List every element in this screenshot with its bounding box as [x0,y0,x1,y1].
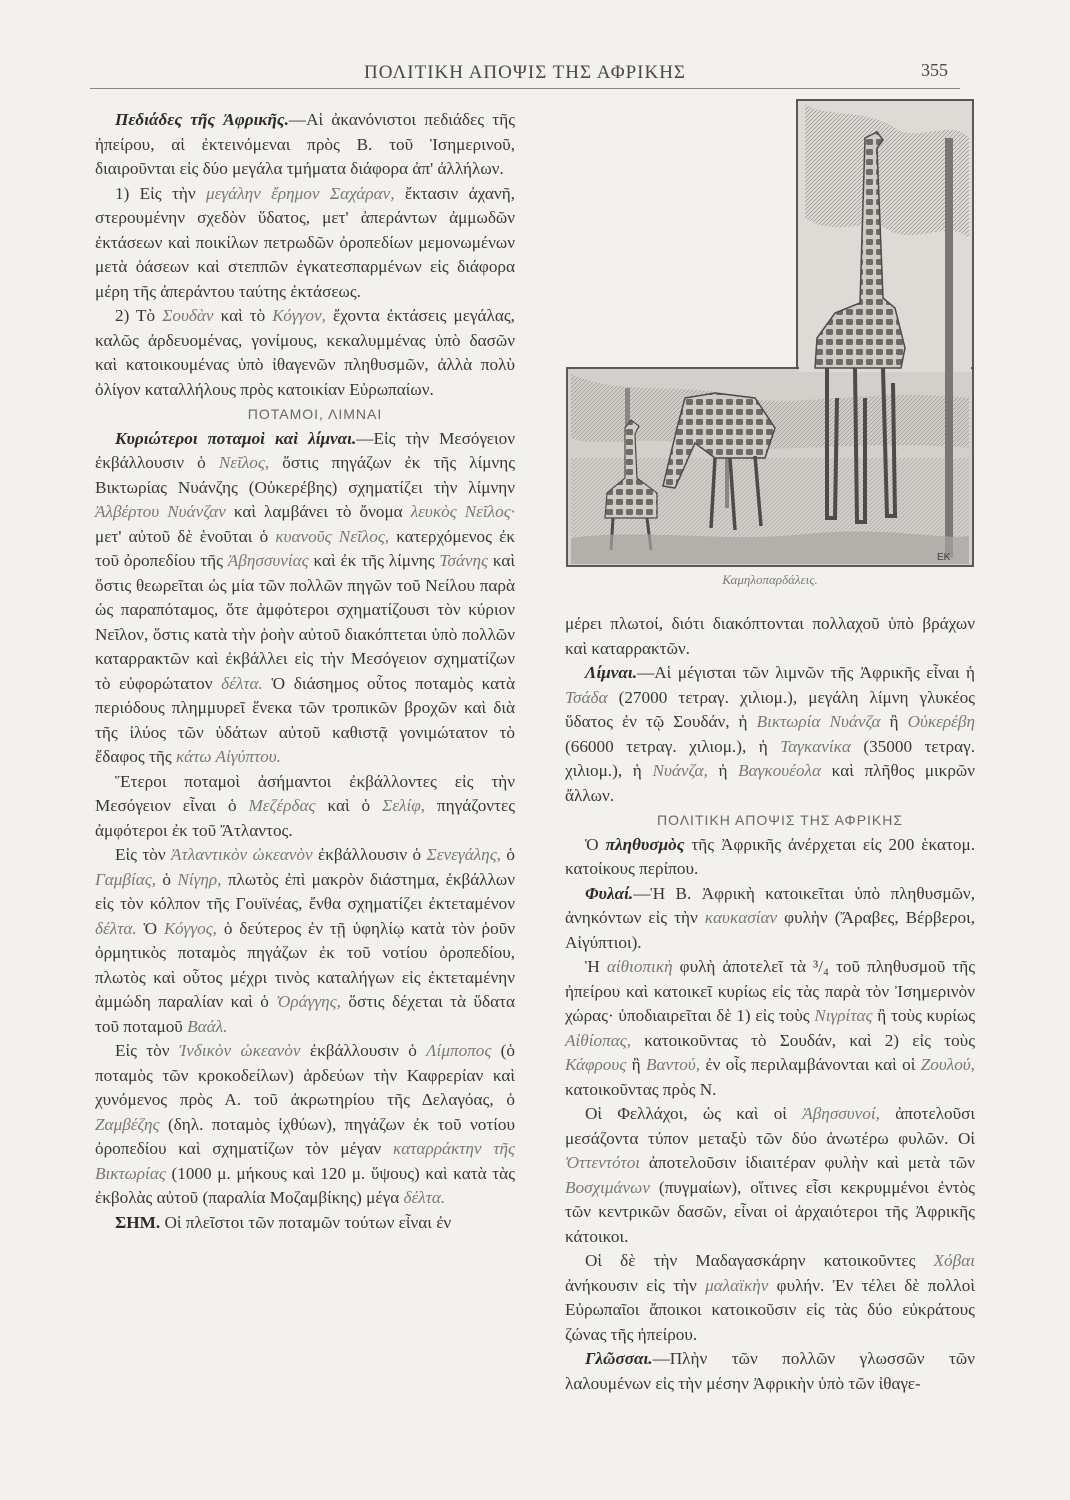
text-italic: Μεζέρδας [248,796,316,815]
section-heading-political: ΠΟΛΙΤΙΚΗ ΑΠΟΨΙΣ ΤΗΣ ΑΦΡΙΚΗΣ [656,812,904,828]
paragraph-indian-rivers [95,1039,515,1211]
text-italic: Ταγκανίκα [780,736,851,756]
text: ὁ [156,869,178,889]
text: μετ' αὐτοῦ δὲ ἑνοῦται ὁ [95,526,276,546]
text-italic: δέλτα. [221,673,263,693]
svg-text:EK: EK [937,552,951,563]
text: κατερχόμενος ἐκ τοῦ ὀροπεδίου τῆς [95,526,515,570]
text: (66000 τετραγ. χιλιομ.), ἡ [565,736,781,756]
text: ἐκβάλλουσιν ὁ [312,845,427,864]
text-italic: Σενεγάλης, [426,845,501,864]
text-italic: Ἀβησσυνίας [227,551,309,570]
text-italic: Λίμποπος [426,1041,492,1060]
paragraph-lakes [565,661,975,808]
text: Ὁ διάσημος οὗτος ποταμὸς κατὰ περιόδους πλημμυρεῖ ἕνεκα τῶν τροπικῶν βροχῶν καὶ διὰ τῆς ἰλύος τῶν ὑδάτων αὐτοῦ καθιστᾷ γονιμώτατον τὸ ἔδαφος τῆς [95,673,515,766]
text-italic: Σουδὰν [162,306,214,325]
text-italic: καταρράκτην τῆς Βικτωρίας [95,1139,515,1183]
text-italic: Ἀβησσυνοί, [802,1104,880,1123]
text-italic: Τσάδα [565,687,608,707]
text-italic: δέλτα. [95,918,137,938]
text: φυλήν. Ἐν τέλει δὲ πολλοὶ Εὐρωπαῖοι ἄποικοι κατοικοῦσιν εἰς τὰς δύο εὐκράτους ζώνας τῆς ἠπείρου. [565,1275,975,1344]
text-italic: Κόγγον, [272,306,326,325]
text: ἀνήκουσιν εἰς τὴν [565,1275,706,1295]
text: ἀποτελοῦσιν ἰδιαιτέραν φυλὴν καὶ μετὰ τῶν [640,1153,975,1172]
text: (27000 τετραγ. χιλιομ.), μεγάλη λίμνη γλυκέος ὕδατος ἐν τῷ Σουδάν, ἡ [565,687,975,731]
text: Ἡ [585,957,607,976]
text-italic: αἰθιοπικὴ [606,957,673,976]
paragraph-rivers [95,427,515,770]
text: ὁ [500,845,515,864]
text-italic: Κόγγος, [163,918,217,938]
text-italic: Τσάνης [439,551,488,570]
heading-languages: Γλῶσσαι. [585,1349,653,1368]
giraffe-figure [565,98,975,598]
text: καὶ λαμβάνει τὸ ὄνομα [225,502,411,521]
text: ἡ [707,761,739,780]
text-italic: Οὐκερέβη [907,712,975,731]
giraffes-illustration [565,98,975,570]
left-column [95,108,515,1235]
text: ἢ [880,712,908,731]
text-italic: λευκὸς Νεῖλος· [410,502,515,521]
text-italic: μαλαϊκὴν [705,1275,769,1295]
heading-rivers: Κυριώτεροι ποταμοὶ καὶ λίμναι. [115,428,357,448]
text: τῆς Ἀφρικῆς ἀνέρχεται εἰς 200 ἑκατομ. κατοίκους περίπου. [565,834,975,878]
text: φυλὴ ἀποτελεῖ τὰ ³/₄ τοῦ πληθυσμοῦ τῆς ἠπείρου καὶ κατοικεῖ κυρίως εἰς τὰς παρὰ τὸν Ἰσημερινὸν χώρας· ὑποδιαιρεῖται δὲ 1) εἰς τοὺς [565,957,975,1025]
text: —Εἰς τὴν Μεσόγειον ἐκβάλλουσιν ὁ [95,428,515,472]
text-italic: Βαγκουέολα [738,761,821,780]
paragraph-sudan-congo [95,304,515,402]
text: 2) Τὸ [115,306,163,325]
text: (δηλ. ποταμὸς ἰχθύων), πηγάζων ἐκ τοῦ νοτίου ὀροπεδίου καὶ σχηματίζων τὸν μέγαν [95,1114,515,1158]
text-italic: Γαμβίας, [95,869,157,889]
text-italic: Νιγρίτας [814,1006,873,1025]
text-italic: Ὀττεντότοι [565,1153,641,1172]
text: 1) Εἰς τὴν [115,183,206,203]
text-italic: Νυάνζα, [652,761,708,780]
text-italic: Ἀτλαντικὸν ὠκεανὸν [171,845,313,864]
heading-lakes: Λίμναι. [585,663,638,682]
paragraph-plains [95,108,515,182]
text-italic: Βαντού, [645,1055,701,1074]
text: πηγάζοντες ἀμφότεροι ἐκ τοῦ Ἄτλαντος. [95,796,516,840]
text-italic: δέλτα. [403,1188,446,1207]
paragraph-note [95,1211,515,1236]
text: Οἱ δὲ τὴν Μαδαγασκάρην κατοικοῦντες [585,1251,934,1270]
note-label: ΣΗΜ. [115,1212,161,1232]
text: Εἰς τὸν [115,1041,179,1060]
text: Ὁ [136,918,164,938]
text: Οἱ Φελλάχοι, ὡς καὶ οἱ [585,1104,803,1123]
text-italic: Κάφρους [565,1055,627,1074]
paragraph-population [565,833,975,882]
text-bold-italic: πληθυσμὸς [605,834,685,854]
text: ὅστις πηγάζων ἐκ τῆς λίμνης Βικτωρίας Νυάνζης (Οὐκερέβης) σχηματίζει τὴν λίμνην [95,453,515,497]
text: κατοικοῦντας πρὸς Ν. [565,1079,717,1099]
text: (πυγμαίων), οἵτινες εἶσι κεκρυμμένοι ἐντὸς τῶν κεντρικῶν δασῶν, εἶναι οἱ ἀρχαιότεροι τῆς Ἀφρικῆς κάτοικοι. [565,1177,975,1246]
paragraph-tribes [565,882,975,956]
text-italic: Βαάλ. [187,1016,228,1036]
text: κατοικοῦντας τὸ Σουδάν, καὶ 2) εἰς τοὺς [631,1030,975,1050]
text: —Πλὴν τῶν πολλῶν γλωσσῶν τῶν λαλουμένων εἰς τὴν μέσην Ἀφρικὴν ὑπὸ τῶν ἰθαγε- [565,1349,975,1393]
text: (ὁ ποταμὸς τῶν κροκοδείλων) ἀρδεύων τὴν Καφρερίαν καὶ χυνόμενος πρὸς Α. τοῦ ἀκρωτηρίου τῆς Δελαγόας, ὁ [95,1041,515,1109]
text: πλωτὸς ἐπὶ μακρὸν διάστημα, ἐκβάλλων εἰς τὸν κόλπον τῆς Γουϊνέας, ἔνθα σχηματίζει ἐκτεταμένον [95,869,516,913]
text: καὶ ἐκ τῆς λίμνης [308,551,440,570]
page-number: 355 [921,60,948,80]
heading-plains: Πεδιάδες τῆς Ἀφρικῆς. [115,110,289,129]
right-column [565,612,975,1396]
paragraph-atlantic-rivers [95,843,515,1039]
paragraph-languages [565,1347,975,1396]
text: ἔχοντα ἐκτάσεις μεγάλας, καλῶς ἀρδευομένας, γονίμους, κεκαλυμμένας ὑπὸ δασῶν καὶ κατοικουμένας ὑπὸ ἰθαγενῶν πληθυσμῶν, ἀλλὰ πολὺ ὀλίγον καταλλήλους πρὸς κατοικίαν Εὐρωπαίων. [95,306,515,399]
text-italic: Ἰνδικὸν ὠκεανὸν [178,1041,301,1060]
heading-tribes: Φυλαί. [585,883,634,903]
text: —Ἡ Β. Ἀφρικὴ κατοικεῖται ὑπὸ πληθυσμῶν, ἀνηκόντων εἰς τὴν [565,883,975,927]
text-italic: Νίγηρ, [177,869,222,889]
text: Οἱ πλεῖστοι τῶν ποταμῶν τούτων εἶναι ἐν [160,1212,452,1232]
text-italic: Ζουλού, [920,1055,975,1074]
text-italic: Ὀράγγης, [276,992,341,1011]
text-italic: κάτω Αἰγύπτου. [175,747,281,766]
paragraph-continuation: μέρει πλωτοί, διότι διακόπτονται πολλαχοῦ ὑπὸ βράχων καὶ καταρρακτῶν. [565,614,975,658]
text-italic: κυανοῦς Νεῖλος, [275,526,390,546]
text-italic: Αἰθίοπας, [565,1030,631,1050]
figure-caption: Καμηλοπαρδάλεις. [722,572,818,587]
running-header [90,58,960,89]
text: Ἕτεροι ποταμοὶ ἀσήμαντοι ἐκβάλλοντες εἰς τὴν Μεσόγειον εἶναι ὁ [95,771,515,815]
paragraph-sahara [95,182,515,305]
text: Εἰς τὸν [115,845,172,864]
paragraph-mediterranean-rivers [95,770,515,844]
text-italic: Νεῖλος, [218,453,270,472]
text: ὁ δεύτερος ἐν τῇ ὑφηλίῳ κατὰ τὸν ῥοῦν ὁρμητικὸς ποταμὸς πηγάζων ἐκ τοῦ νοτίου ὀροπεδίου, πλωτὸς καὶ οὗτος μέχρι τινὸς καταλήγων εἰς ἐκτεταμένην ἀμμώδη παραλίαν καὶ ὁ [95,918,515,1011]
text: ἀποτελοῦσι μεσάζοντα τύπον μεταξὺ τῶν δύο ἀνωτέρω φυλῶν. Οἱ [565,1104,975,1148]
text: —Αἱ μέγισται τῶν λιμνῶν τῆς Ἀφρικῆς εἶναι ἡ [637,663,975,682]
paragraph-fellahs [565,1102,975,1249]
text: ἐκβάλλουσιν ὁ [300,1041,427,1060]
text: Ὁ [585,834,606,854]
text: (1000 μ. μήκους καὶ 120 μ. ὕψους) καὶ κατὰ τὰς ἐκβολὰς αὐτοῦ (παραλία Μοζαμβίκης) μέγα [95,1163,515,1207]
paragraph-madagascar [565,1249,975,1347]
text-italic: Βικτωρία Νυάνζα [756,712,881,731]
text-italic: μεγάλην ἔρημον Σαχάραν, [205,183,395,203]
text: (35000 τετραγ. χιλιομ.), ἡ [565,736,975,780]
section-heading-rivers-lakes: ΠΟΤΑΜΟΙ, ΛΙΜΝΑΙ [247,406,383,422]
running-title: ΠΟΛΙΤΙΚΗ ΑΠΟΨΙΣ ΤΗΣ ΑΦΡΙΚΗΣ [363,62,686,83]
text-italic: Βοσχιμάνων [565,1177,650,1197]
text: καὶ πλῆθος μικρῶν ἄλλων. [565,761,975,805]
paragraph-ethiopic [565,955,975,1102]
text: καὶ τὸ [213,306,273,325]
text: ἢ [626,1055,646,1074]
text-italic: καυκασίαν [704,908,778,927]
text-italic: Σελίφ, [382,796,426,815]
text: καὶ ὁ [315,796,383,815]
text: καὶ ὅστις θεωρεῖται ὡς μία τῶν πολλῶν πηγῶν τοῦ Νείλου παρὰ ὡς παραπόταμος, ὅτε ἀμφότεροι σχηματίζουσι τὸν κύριον Νεῖλον, ὅστις κατὰ τὴν ῥοὴν αὐτοῦ διακόπτεται ὑπὸ πολλῶν καταρρακτῶν καὶ ἐκβάλλει εἰς τὴν Μεσόγειον σχηματίζων τὸ εὐφορώτατον [95,551,515,693]
text: φυλὴν (Ἄραβες, Βέρβεροι, Αἰγύπτιοι). [565,908,975,952]
text-italic: Ζαμβέζης [95,1114,160,1134]
text: ἔκτασιν ἀχανῆ, στερουμένην σχεδὸν ὕδατος, μετ' ἀπεράντων ἀμμωδῶν ἐκτάσεων καὶ ποικίλων πετρωδῶν ὀροπεδίων μεμονωμένων μετὰ ὀάσεων καὶ στεππῶν ἐγκατεσπαρμένων εἰς διάφορα μέρη τῆς ἀπεράντου ταύτης ἐκτάσεως. [95,183,515,301]
text: —Αἱ ἀκανόνιστοι πεδιάδες τῆς ἠπείρου, αἱ ἐκτεινόμεναι πρὸς Β. τοῦ Ἰσημερινοῦ, διαιροῦνται εἰς δύο μεγάλα τμήματα διάφορα ἀπ' ἀλλήλων. [95,110,516,178]
text: ἐν οἷς περιλαμβάνονται καὶ οἱ [700,1055,921,1074]
text: ἢ τοὺς κυρίως [872,1006,975,1025]
text: ὅστις δέχεται τὰ ὕδατα τοῦ ποταμοῦ [95,992,515,1036]
text-italic: Χόβαι [933,1251,975,1270]
text-italic: Ἀλβέρτου Νυάνζαν [95,502,226,521]
